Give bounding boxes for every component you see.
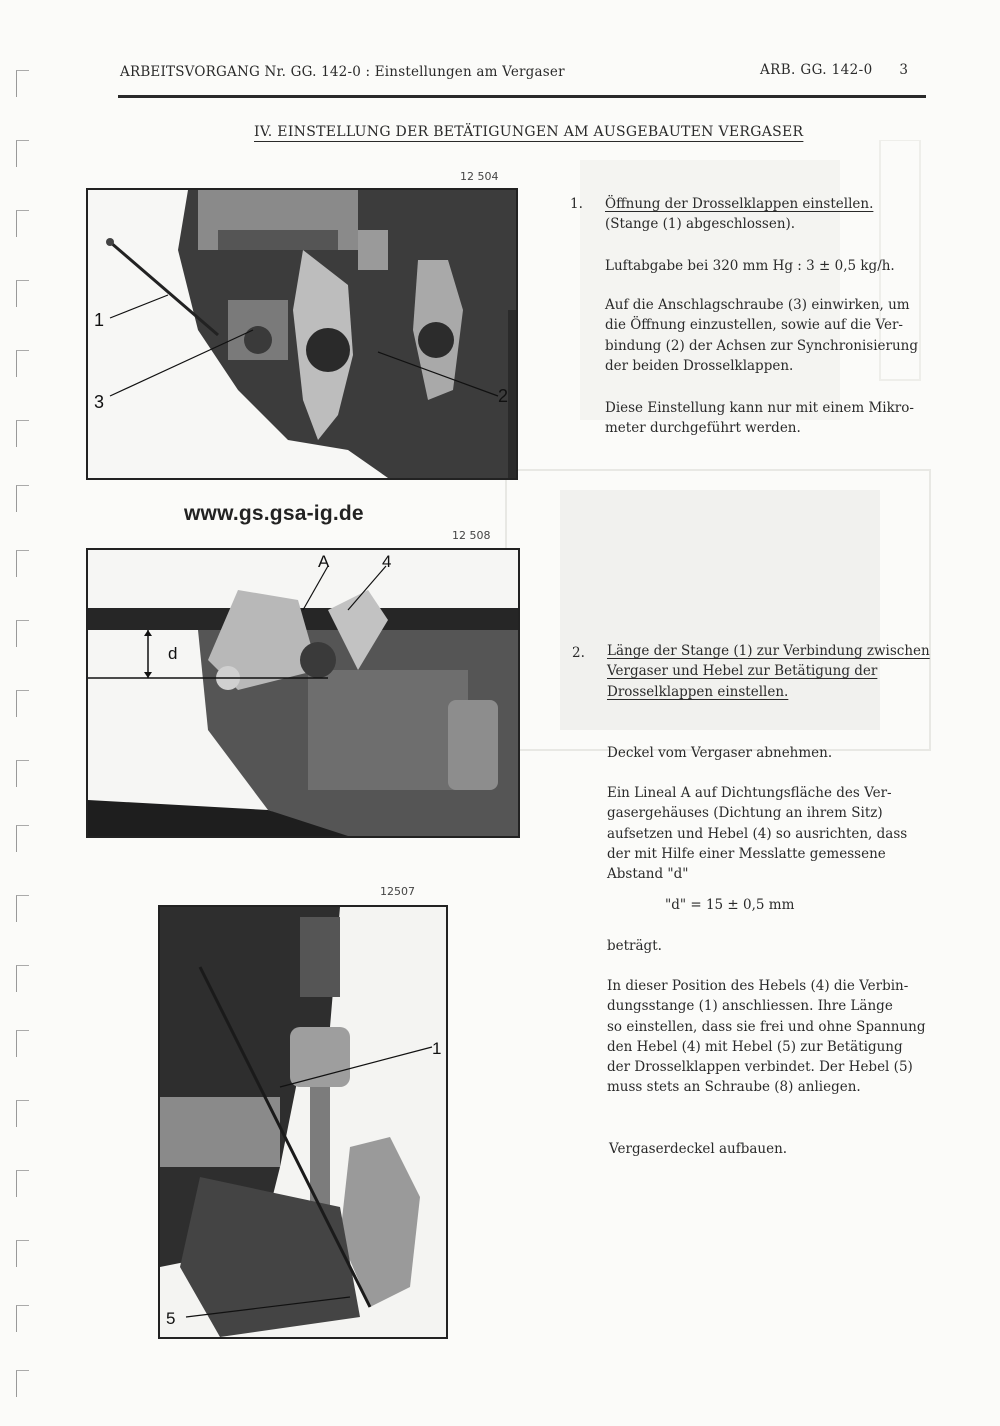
binder-mark: [16, 760, 29, 787]
binder-mark: [16, 210, 29, 237]
section-title: IV. EINSTELLUNG DER BETÄTIGUNGEN AM AUSGEBAUTEN VERGASER: [254, 124, 804, 140]
binder-mark: [16, 70, 29, 97]
binder-mark: [16, 550, 29, 577]
text-line: der Drosselklappen verbindet. Der Hebel (5): [607, 1059, 913, 1076]
step-2-paragraph: [607, 783, 907, 884]
binder-mark: [16, 895, 29, 922]
callout-5: 5: [166, 1309, 176, 1328]
callout-2: 2: [498, 386, 509, 406]
callout-1: 1: [94, 310, 105, 330]
text-line: meter durchgeführt werden.: [605, 420, 801, 437]
binder-mark: [16, 350, 29, 377]
step-1-note: [605, 398, 914, 439]
step-2-paragraph: [607, 976, 925, 1098]
watermark-url: www.gs.gsa-ig.de: [184, 502, 364, 525]
header-title: ARBEITSVORGANG Nr. GG. 142-0 : Einstellungen am Vergaser: [120, 64, 565, 80]
binder-mark: [16, 420, 29, 447]
page-number: 3: [899, 62, 909, 78]
step-2-title: [607, 641, 930, 702]
figure-number: 12 504: [460, 170, 499, 183]
text-line: die Öffnung einzustellen, sowie auf die Ver-: [605, 317, 903, 334]
step-1-title: Öffnung der Drosselklappen einstellen.: [605, 196, 874, 212]
binder-mark: [16, 1030, 29, 1057]
figure-carburetor-photo-3: [158, 905, 448, 1339]
binder-mark: [16, 280, 29, 307]
binder-mark: [16, 140, 29, 167]
figure-number: 12507: [380, 885, 415, 898]
binder-mark: [16, 825, 29, 852]
binder-mark: [16, 485, 29, 512]
binder-mark: [16, 965, 29, 992]
text-line: den Hebel (4) mit Hebel (5) zur Betätigung: [607, 1038, 903, 1055]
step-2-formula: "d" = 15 ± 0,5 mm: [665, 897, 795, 913]
binder-mark: [16, 620, 29, 647]
header-rule: [118, 95, 926, 98]
binder-mark: [16, 1305, 29, 1332]
binder-mark: [16, 690, 29, 717]
header-ref-code: ARB. GG. 142-0: [760, 62, 873, 78]
text-line: Ein Lineal A auf Dichtungsfläche des Ver-: [607, 785, 892, 801]
callout-1: 1: [432, 1039, 442, 1058]
binder-mark: [16, 1240, 29, 1267]
text-line: der beiden Drosselklappen.: [605, 357, 794, 374]
step-2-paragraph: Vergaserdeckel aufbauen.: [609, 1141, 788, 1157]
text-line: bindung (2) der Achsen zur Synchronisierung: [605, 337, 919, 354]
text-line: der mit Hilfe einer Messlatte gemessene: [607, 845, 886, 862]
binder-mark: [16, 1170, 29, 1197]
text-line: Länge der Stange (1) zur Verbindung zwischen: [607, 643, 930, 659]
text-line: muss stets an Schraube (8) anliegen.: [607, 1079, 861, 1096]
step-1-subtitle: (Stange (1) abgeschlossen).: [605, 216, 796, 232]
text-line: aufsetzen und Hebel (4) so ausrichten, dass: [607, 825, 908, 842]
binder-mark: [16, 1100, 29, 1127]
callout-3: 3: [94, 392, 105, 412]
figure-carburetor-photo-1: [86, 188, 518, 480]
text-line: Vergaser und Hebel zur Betätigung der: [607, 663, 878, 680]
step-1-paragraph: [605, 295, 918, 376]
text-line: Diese Einstellung kann nur mit einem Mikro-: [605, 400, 914, 416]
text-line: gasergehäuses (Dichtung an ihrem Sitz): [607, 805, 883, 822]
figure-carburetor-photo-2: [86, 548, 520, 838]
binder-mark: [16, 1370, 29, 1397]
callout-d: d: [168, 644, 178, 663]
step-2-paragraph: beträgt.: [607, 938, 662, 954]
text-line: In dieser Position des Hebels (4) die Verbin-: [607, 978, 909, 994]
callout-A: A: [318, 552, 330, 571]
step-1-number: 1.: [570, 196, 583, 212]
step-2-number: 2.: [572, 645, 585, 661]
header-reference: [760, 62, 908, 78]
text-line: so einstellen, dass sie frei und ohne Spannung: [607, 1018, 926, 1035]
text-line: Auf die Anschlagschraube (3) einwirken, um: [605, 297, 910, 313]
callout-4: 4: [382, 552, 392, 571]
text-line: Drosselklappen einstellen.: [607, 683, 789, 700]
text-line: dungsstange (1) anschliessen. Ihre Länge: [607, 998, 893, 1015]
step-2-paragraph: Deckel vom Vergaser abnehmen.: [607, 745, 833, 761]
figure-number: 12 508: [452, 529, 491, 542]
step-1-spec: Luftabgabe bei 320 mm Hg : 3 ± 0,5 kg/h.: [605, 258, 895, 274]
text-line: Abstand "d": [607, 866, 689, 883]
